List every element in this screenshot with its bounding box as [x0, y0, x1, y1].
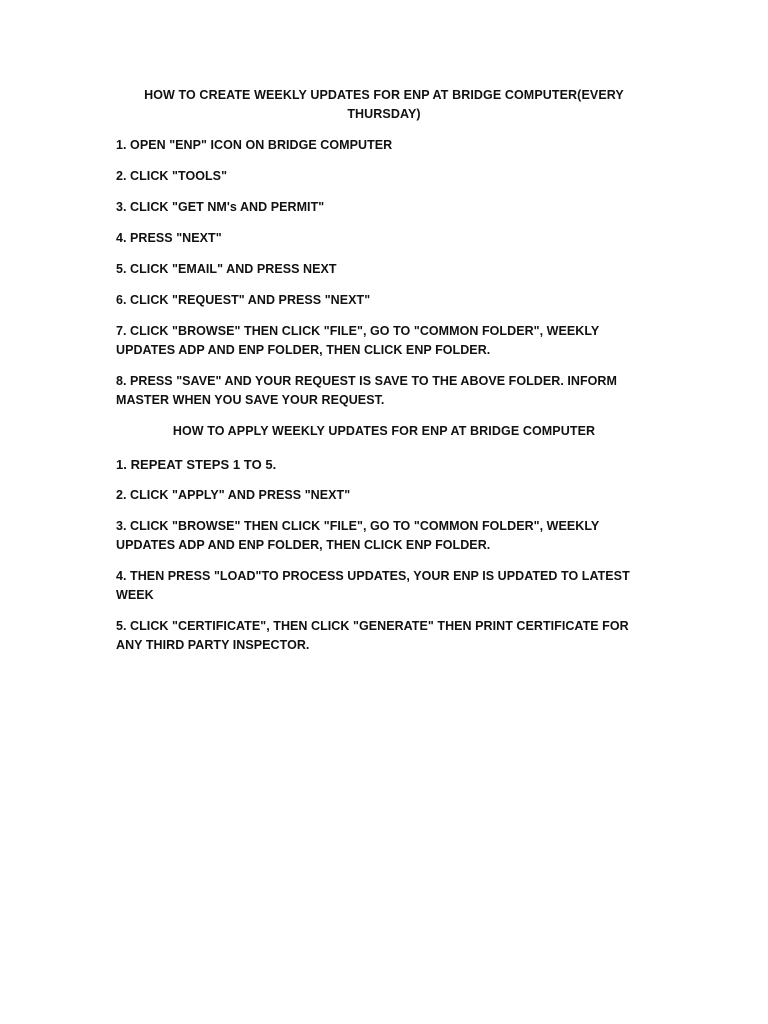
- section-1-step: 2. CLICK "TOOLS": [116, 169, 228, 183]
- section-2-steps: [116, 455, 652, 655]
- document-content: [116, 86, 652, 667]
- section-2-title: HOW TO APPLY WEEKLY UPDATES FOR ENP AT BRIDGE COMPUTER: [172, 424, 596, 438]
- section-1-step: 8. PRESS "SAVE" AND YOUR REQUEST IS SAVE TO THE ABOVE FOLDER. INFORM MASTER WHEN YOU SAVE YOUR REQUEST.: [116, 374, 617, 407]
- section-1-step: 1. OPEN "ENP" ICON ON BRIDGE COMPUTER: [116, 138, 393, 152]
- section-1-steps: [116, 136, 652, 410]
- section-2-step: 5. CLICK "CERTIFICATE", THEN CLICK "GENERATE" THEN PRINT CERTIFICATE FOR ANY THIRD PARTY INSPECTOR.: [116, 619, 629, 652]
- section-1-step: 6. CLICK "REQUEST" AND PRESS "NEXT": [116, 293, 371, 307]
- section-1-step: 3. CLICK "GET NM's AND PERMIT": [116, 200, 325, 214]
- section-1-title: HOW TO CREATE WEEKLY UPDATES FOR ENP AT BRIDGE COMPUTER(EVERY THURSDAY): [144, 88, 624, 121]
- section-2-step: 3. CLICK "BROWSE" THEN CLICK "FILE", GO TO "COMMON FOLDER", WEEKLY UPDATES ADP AND ENP FOLDER, THEN CLICK ENP FOLDER.: [116, 519, 600, 552]
- section-1-step: 7. CLICK "BROWSE" THEN CLICK "FILE", GO TO "COMMON FOLDER", WEEKLY UPDATES ADP AND ENP FOLDER, THEN CLICK ENP FOLDER.: [116, 324, 600, 357]
- section-2-step: 2. CLICK "APPLY" AND PRESS "NEXT": [116, 488, 351, 502]
- section-2-step: 1. REPEAT STEPS 1 TO 5.: [116, 457, 277, 472]
- section-1-step: 4. PRESS "NEXT": [116, 231, 222, 245]
- section-2-step: 4. THEN PRESS "LOAD"TO PROCESS UPDATES, YOUR ENP IS UPDATED TO LATEST WEEK: [116, 569, 630, 602]
- section-1-step: 5. CLICK "EMAIL" AND PRESS NEXT: [116, 262, 337, 276]
